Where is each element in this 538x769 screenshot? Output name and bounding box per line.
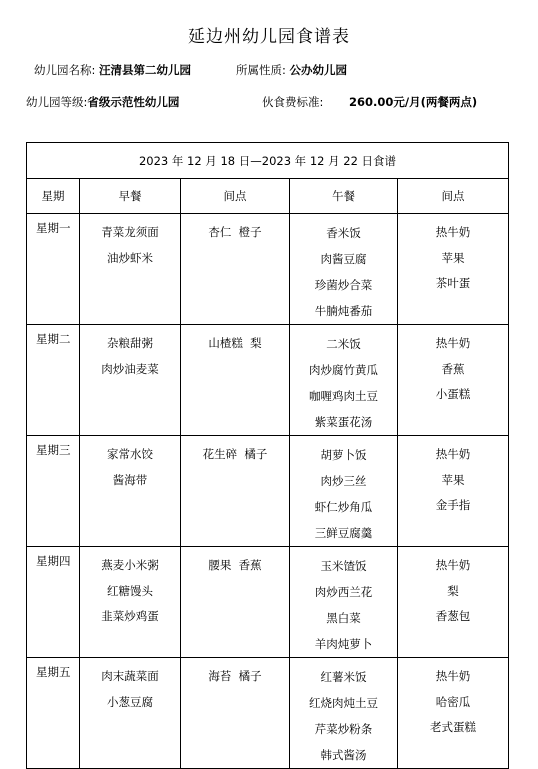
header-breakfast: 早餐: [80, 179, 181, 214]
menu-item: 热牛奶: [435, 669, 471, 683]
menu-item: 芹菜炒粉条: [314, 722, 373, 736]
menu-item: 玉米馇饭: [320, 559, 367, 573]
lunch-cell: [290, 325, 398, 436]
menu-item: 热牛奶: [435, 558, 471, 572]
lunch-cell: [290, 436, 398, 547]
menu-item: 珍菌炒合菜: [314, 278, 373, 292]
menu-item: 老式蛋糕: [430, 720, 476, 734]
header-afternoon-snack: 间点: [398, 179, 509, 214]
menu-item: 山楂糕 梨: [208, 336, 262, 350]
menu-item: 茶叶蛋: [435, 276, 471, 290]
header-lunch: 午餐: [290, 179, 398, 214]
menu-item: 肉炒油麦菜: [101, 361, 159, 376]
table-row: [27, 658, 509, 769]
morning-snack-cell: [181, 436, 290, 547]
menu-item: 花生碎 橘子: [202, 447, 268, 461]
menu-item: 韩式酱汤: [320, 748, 367, 762]
menu-item: 燕麦小米粥: [101, 558, 159, 572]
menu-item: 热牛奶: [435, 336, 471, 350]
menu-item: 热牛奶: [435, 225, 471, 239]
header-row: [27, 179, 509, 214]
menu-item: 苹果: [441, 472, 465, 487]
grade-line: [26, 94, 179, 110]
table-row: [27, 547, 509, 658]
menu-item: 香蕉: [441, 361, 465, 376]
menu-item: 羊肉炖萝卜: [314, 637, 373, 651]
weekday-cell: 星期二: [27, 325, 80, 436]
menu-item: 梨: [447, 583, 459, 598]
menu-item: 海苔 橘子: [208, 669, 262, 683]
afternoon-snack-cell: [398, 214, 509, 325]
menu-item: 黑白菜: [326, 611, 361, 625]
menu-item: 二米饭: [326, 337, 361, 351]
menu-item: 红烧肉炖土豆: [309, 696, 378, 710]
lunch-cell: [290, 214, 398, 325]
grade-value: 省级示范性幼儿园: [87, 95, 180, 109]
afternoon-snack-cell: [398, 325, 509, 436]
menu-item: 苹果: [441, 250, 465, 265]
breakfast-cell: [80, 325, 181, 436]
header-weekday: 星期: [27, 179, 80, 214]
menu-item: 胡萝卜饭: [320, 448, 367, 462]
menu-item: 小蛋糕: [435, 387, 471, 401]
menu-item: 金手指: [435, 498, 471, 512]
fee-line: [262, 94, 477, 110]
menu-item: 热牛奶: [435, 447, 471, 461]
menu-item: 青菜龙须面: [101, 225, 159, 239]
fee-value: 260.00元/月(两餐两点): [349, 95, 478, 109]
header-morning-snack: 间点: [181, 179, 290, 214]
menu-item: 虾仁炒角瓜: [314, 500, 373, 514]
period-row: [27, 143, 509, 179]
ownership-line: [236, 62, 347, 78]
menu-item: 油炒虾米: [107, 250, 153, 265]
menu-item: 肉末蔬菜面: [101, 669, 159, 683]
grade-label: 幼儿园等级:: [26, 95, 88, 109]
menu-item: 韭菜炒鸡蛋: [101, 609, 159, 623]
menu-item: 牛腩炖番茄: [314, 304, 373, 318]
kindergarten-name-value: 汪清县第二幼儿园: [99, 63, 192, 77]
table-row: [27, 214, 509, 325]
afternoon-snack-cell: [398, 658, 509, 769]
breakfast-cell: [80, 658, 181, 769]
lunch-cell: [290, 547, 398, 658]
morning-snack-cell: [181, 658, 290, 769]
menu-item: 红糖馒头: [107, 583, 153, 598]
page-title: 延边州幼儿园食谱表: [188, 27, 350, 47]
weekday-cell: 星期三: [27, 436, 80, 547]
menu-item: 咖喱鸡肉土豆: [309, 389, 378, 403]
menu-item: 香米饭: [326, 226, 361, 240]
weekday-cell: 星期四: [27, 547, 80, 658]
menu-item: 酱海带: [112, 472, 148, 487]
kindergarten-name-label: 幼儿园名称:: [34, 63, 96, 77]
menu-item: 紫菜蛋花汤: [314, 415, 373, 429]
table-row: [27, 325, 509, 436]
table-row: [27, 436, 509, 547]
morning-snack-cell: [181, 547, 290, 658]
menu-item: 家常水饺: [107, 447, 153, 461]
menu-item: 红薯米饭: [320, 670, 367, 684]
menu-item: 杏仁 橙子: [208, 225, 262, 239]
morning-snack-cell: [181, 214, 290, 325]
fee-label: 伙食费标准:: [262, 95, 324, 109]
menu-item: 哈密瓜: [435, 694, 471, 709]
breakfast-cell: [80, 547, 181, 658]
afternoon-snack-cell: [398, 436, 509, 547]
menu-item: 肉酱豆腐: [320, 252, 367, 266]
menu-item: 香葱包: [435, 609, 471, 623]
menu-item: 小葱豆腐: [107, 694, 153, 709]
menu-period: 2023 年 12 月 18 日—2023 年 12 月 22 日食谱: [27, 143, 509, 179]
weekday-cell: 星期五: [27, 658, 80, 769]
menu-item: 杂粮甜粥: [107, 336, 153, 350]
breakfast-cell: [80, 436, 181, 547]
menu-item: 腰果 香蕉: [208, 558, 262, 572]
weekday-cell: 星期一: [27, 214, 80, 325]
menu-item: 肉炒腐竹黄瓜: [309, 363, 378, 377]
ownership-label: 所属性质:: [236, 63, 286, 77]
menu-item: 三鲜豆腐羹: [314, 526, 373, 540]
kindergarten-name-line: [34, 62, 191, 78]
breakfast-cell: [80, 214, 181, 325]
afternoon-snack-cell: [398, 547, 509, 658]
menu-table: [26, 142, 509, 769]
menu-item: 肉炒三丝: [320, 474, 367, 488]
menu-item: 肉炒西兰花: [314, 585, 373, 599]
ownership-value: 公办幼儿园: [289, 63, 348, 77]
morning-snack-cell: [181, 325, 290, 436]
lunch-cell: [290, 658, 398, 769]
